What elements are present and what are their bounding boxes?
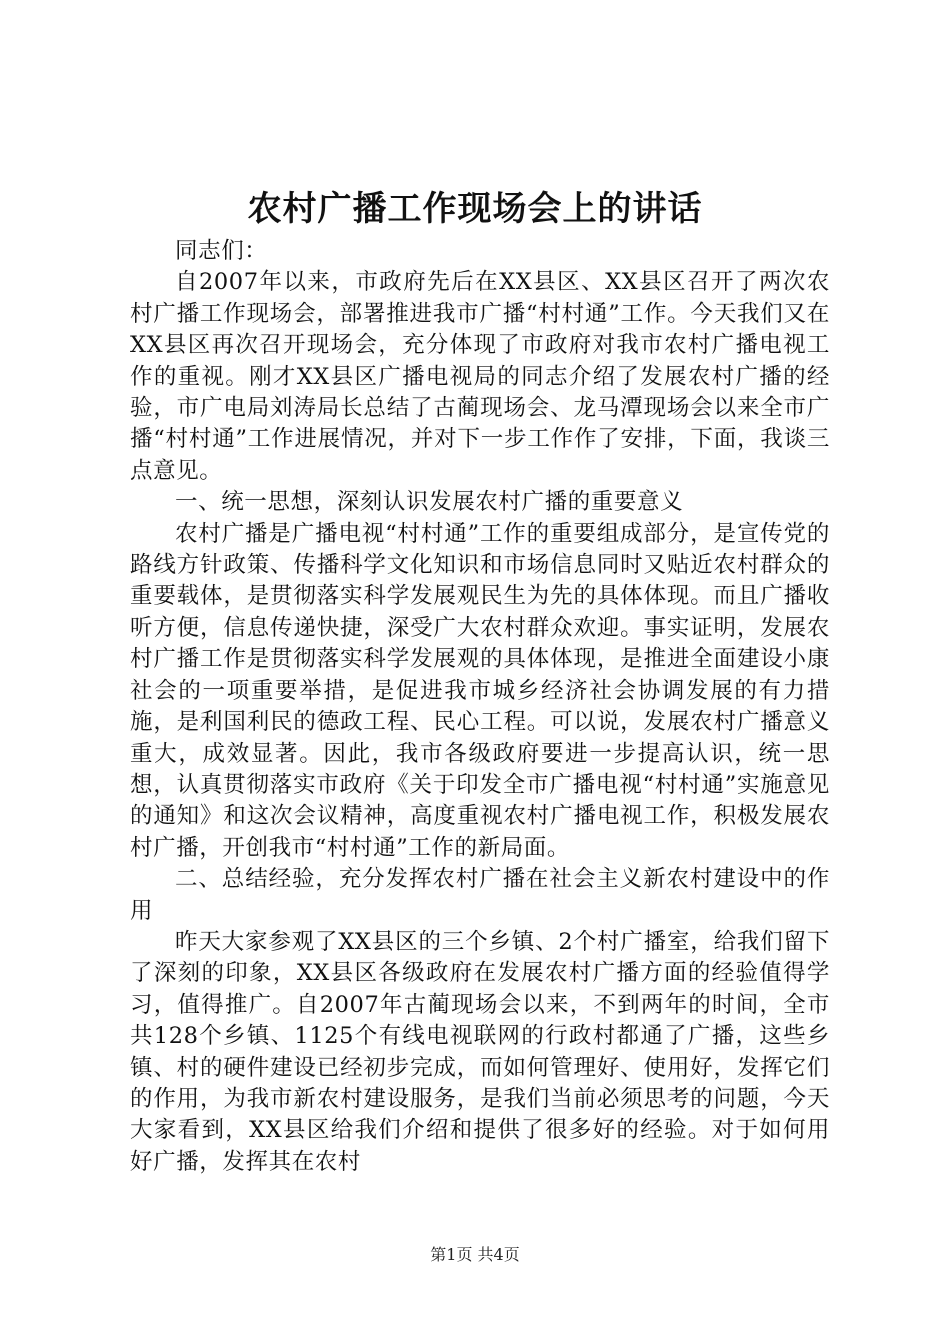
document-title: 农村广播工作现场会上的讲话 xyxy=(247,189,703,229)
salutation-paragraph: 同志们： xyxy=(175,238,268,264)
section-2-paragraph: 昨天大家参观了XX县区的三个乡镇、2个村广播室，给我们留下了深刻的印象，XX县区各级政府在发展农村广播方面的经验值得学习，值得推广。自2007年古蔺现场会以来，不到两年的时间，全市共128个乡镇、1125个有线电视联网的行政村都通了广播，这些乡镇、村的硬件建设已经初步完成，而如何管理好、使用好，发挥它们的作用，为我市新农村建设服务，是我们当前必须思考的问题，今天大家看到，XX县区给我们介绍和提供了很多好的经验。对于如何用好广播，发挥其在农村 xyxy=(130,928,830,1175)
section-heading-1: 一、统一思想，深刻认识发展农村广播的重要意义 xyxy=(175,489,684,516)
section-1-paragraph: 农村广播是广播电视“村村通”工作的重要组成部分，是宣传党的路线方针政策、传播科学文化知识和市场信息同时又贴近农村群众的重要载体，是贯彻落实科学发展观民生为先的具体体现。而且广播收听方便，信息传递快捷，深受广大农村群众欢迎。事实证明，发展农村广播工作是贯彻落实科学发展观的具体体现，是推进全面建设小康社会的一项重要举措，是促进我市城乡经济社会协调发展的有力措施，是利国利民的德政工程、民心工程。可以说，发展农村广播意义重大，成效显著。因此，我市各级政府要进一步提高认识，统一思想，认真贯彻落实市政府《关于印发全市广播电视“村村通”实施意见的通知》和这次会议精神，高度重视农村广播电视工作，积极发展农村广播，开创我市“村村通”工作的新局面。 xyxy=(130,520,830,861)
document-body xyxy=(130,236,830,1178)
intro-paragraph: 自2007年以来，市政府先后在XX县区、XX县区召开了两次农村广播工作现场会，部署推进我市广播“村村通”工作。今天我们又在XX县区再次召开现场会，充分体现了市政府对我市农村广播电视工作的重视。刚才XX县区广播电视局的同志介绍了发展农村广播的经验，市广电局刘涛局长总结了古蔺现场会、龙马潭现场会以来全市广播“村村通”工作进展情况，并对下一步工作作了安排，下面，我谈三点意见。 xyxy=(130,269,830,484)
page-number-footer: 第1页 共4页 xyxy=(430,1245,520,1264)
section-heading-2: 二、总结经验，充分发挥农村广播在社会主义新农村建设中的作用 xyxy=(130,866,830,924)
